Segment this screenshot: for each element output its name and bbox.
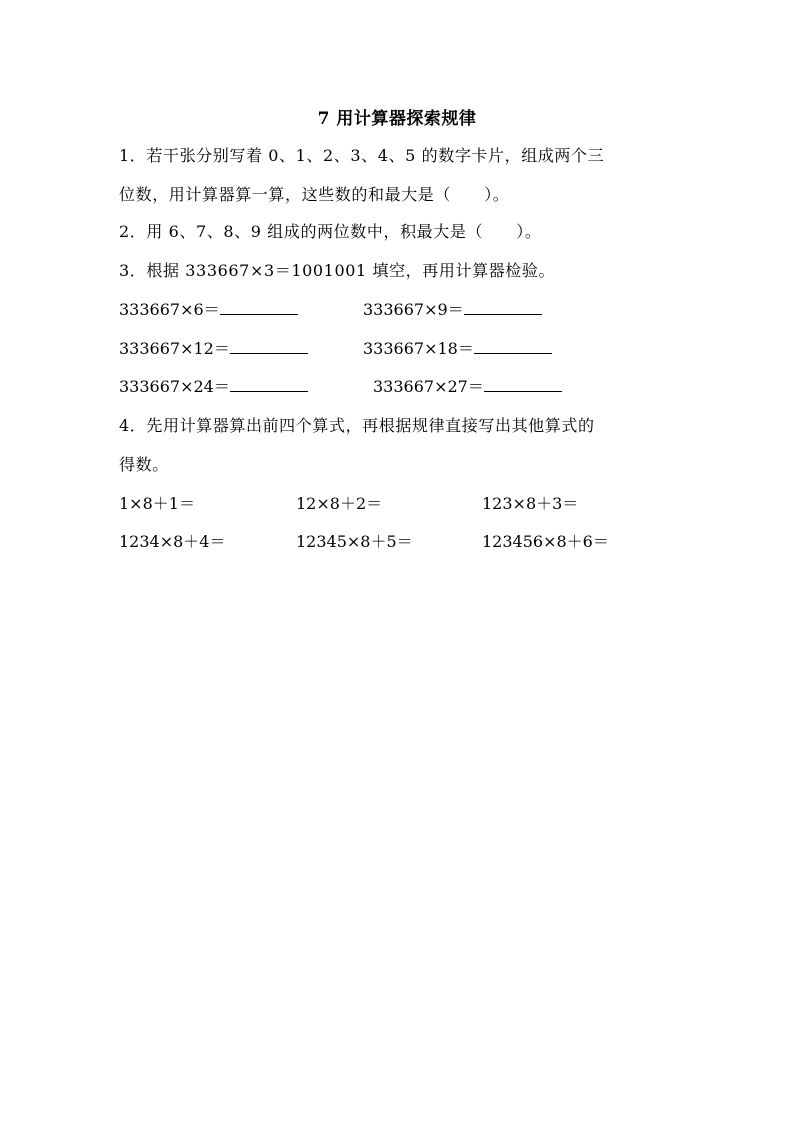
q3-item-2: [363, 299, 542, 321]
answer-blank[interactable]: [230, 338, 308, 354]
q4-item-6: 123456×8＋6＝: [482, 532, 609, 551]
q4-item-3: 123×8＋3＝: [482, 494, 579, 513]
question-4-line-1: 4．先用计算器算出前四个算式，再根据规律直接写出其他算式的: [119, 416, 595, 435]
question-1-line-1: 1．若干张分别写着 0、1、2、3、4、5 的数字卡片，组成两个三: [119, 146, 605, 165]
q4-item-1: 1×8＋1＝: [119, 494, 195, 513]
q3-item-6-expr: 333667×27＝: [373, 377, 484, 396]
q3-item-2-expr: 333667×9＝: [363, 300, 464, 319]
answer-blank[interactable]: [474, 338, 552, 354]
q3-item-3: [119, 338, 308, 360]
answer-blank[interactable]: [464, 299, 542, 315]
answer-blank[interactable]: [220, 299, 298, 315]
question-4-line-2: 得数。: [119, 455, 169, 474]
answer-blank[interactable]: [230, 376, 308, 392]
question-1-line-2: 位数，用计算器算一算，这些数的和最大是（ ）。: [119, 185, 510, 204]
q4-item-2: 12×8＋2＝: [296, 494, 383, 513]
q3-item-1-expr: 333667×6＝: [119, 300, 220, 319]
q3-item-3-expr: 333667×12＝: [119, 339, 230, 358]
q4-item-5: 12345×8＋5＝: [296, 532, 413, 551]
q3-item-4-expr: 333667×18＝: [363, 339, 474, 358]
page-title: 7 用计算器探索规律: [317, 109, 477, 129]
answer-blank[interactable]: [484, 376, 562, 392]
q4-item-4: 1234×8＋4＝: [119, 532, 226, 551]
q3-item-5: [119, 376, 308, 398]
q3-item-4: [363, 338, 552, 360]
q3-item-5-expr: 333667×24＝: [119, 377, 230, 396]
q3-item-6: [373, 376, 562, 398]
question-3-text: 3．根据 333667×3＝1001001 填空，再用计算器检验。: [119, 261, 556, 280]
q3-item-1: [119, 299, 298, 321]
question-2: 2．用 6、7、8、9 组成的两位数中，积最大是（ ）。: [119, 222, 542, 241]
